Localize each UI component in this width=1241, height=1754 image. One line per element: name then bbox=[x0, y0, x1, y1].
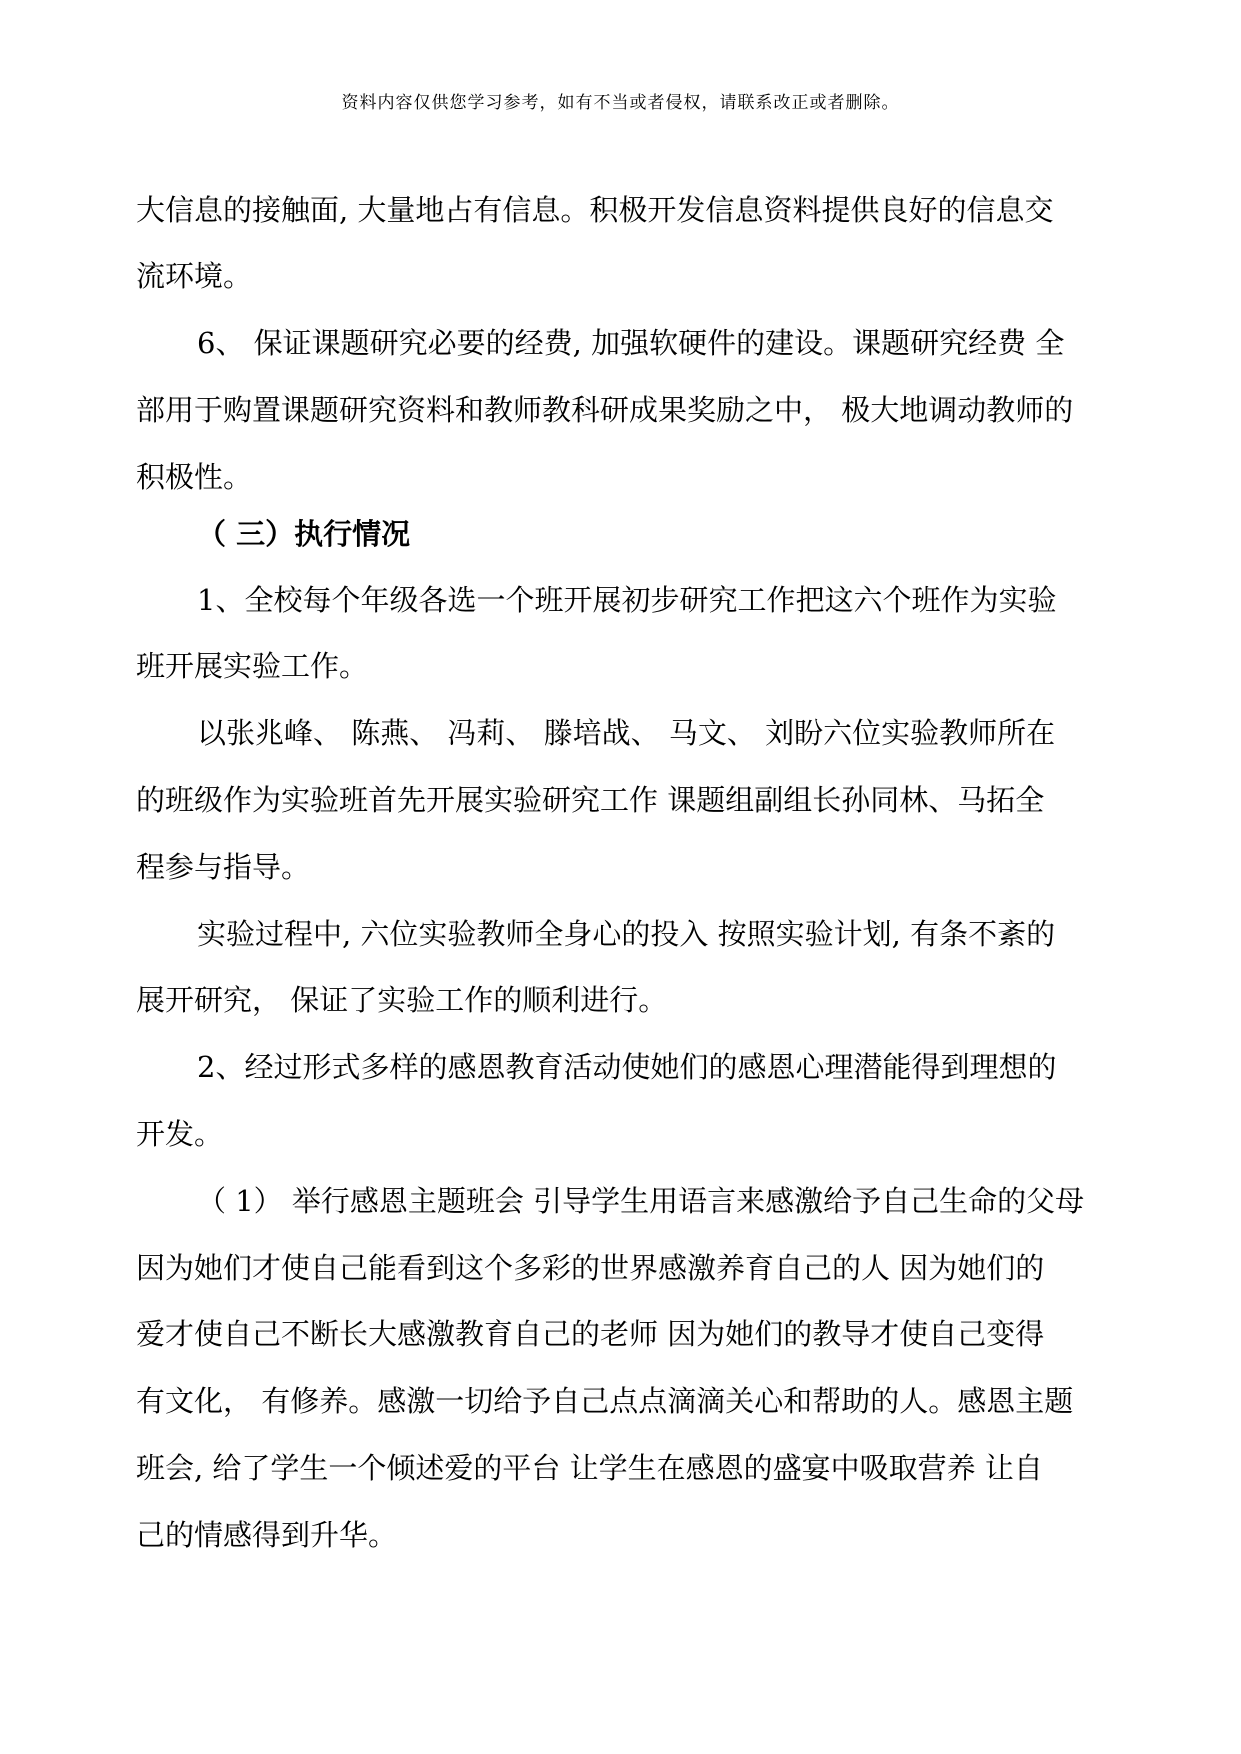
paragraph-line: 班开展实验工作。 bbox=[136, 649, 369, 683]
paragraph-line: 有文化， 有修养。感激一切给予自己点点滴滴关心和帮助的人。感恩主题 bbox=[136, 1384, 1074, 1418]
paragraph-line: 的班级作为实验班首先开展实验研究工作 课题组副组长孙同林、马拓全 bbox=[136, 783, 1045, 817]
paragraph-line: 程参与指导。 bbox=[136, 850, 311, 884]
paragraph-line: 己的情感得到升华。 bbox=[136, 1518, 398, 1552]
paragraph-line: 2、经过形式多样的感恩教育活动使她们的感恩心理潜能得到理想的 bbox=[197, 1050, 1057, 1084]
paragraph-line: 6、 保证课题研究必要的经费, 加强软硬件的建设。课题研究经费 全 bbox=[197, 326, 1065, 360]
paragraph-line: （ 1） 举行感恩主题班会 引导学生用语言来感激给予自己生命的父母 bbox=[197, 1184, 1085, 1218]
paragraph-line: 爱才使自己不断长大感激教育自己的老师 因为她们的教导才使自己变得 bbox=[136, 1317, 1045, 1351]
paragraph-line: 实验过程中, 六位实验教师全身心的投入 按照实验计划, 有条不紊的 bbox=[197, 917, 1056, 951]
paragraph-line: 以张兆峰、 陈燕、 冯莉、 滕培战、 马文、 刘盼六位实验教师所在 bbox=[197, 716, 1056, 750]
paragraph-line: 部用于购置课题研究资料和教师教科研成果奖励之中， 极大地调动教师的 bbox=[136, 393, 1074, 427]
paragraph-line: 展开研究， 保证了实验工作的顺利进行。 bbox=[136, 983, 668, 1017]
header-disclaimer: 资料内容仅供您学习参考，如有不当或者侵权，请联系改正或者删除。 bbox=[341, 93, 900, 113]
paragraph-line: 大信息的接触面, 大量地占有信息。积极开发信息资料提供良好的信息交 bbox=[136, 193, 1054, 227]
paragraph-line: 积极性。 bbox=[136, 460, 253, 494]
paragraph-line: 开发。 bbox=[136, 1117, 224, 1151]
paragraph-line: 流环境。 bbox=[136, 259, 253, 293]
section-heading: （ 三）执行情况 bbox=[197, 517, 411, 551]
paragraph-line: 1、全校每个年级各选一个班开展初步研究工作把这六个班作为实验 bbox=[197, 583, 1057, 617]
paragraph-line: 班会, 给了学生一个倾述爱的平台 让学生在感恩的盛宴中吸取营养 让自 bbox=[136, 1451, 1043, 1485]
paragraph-line: 因为她们才使自己能看到这个多彩的世界感激养育自己的人 因为她们的 bbox=[136, 1251, 1045, 1285]
